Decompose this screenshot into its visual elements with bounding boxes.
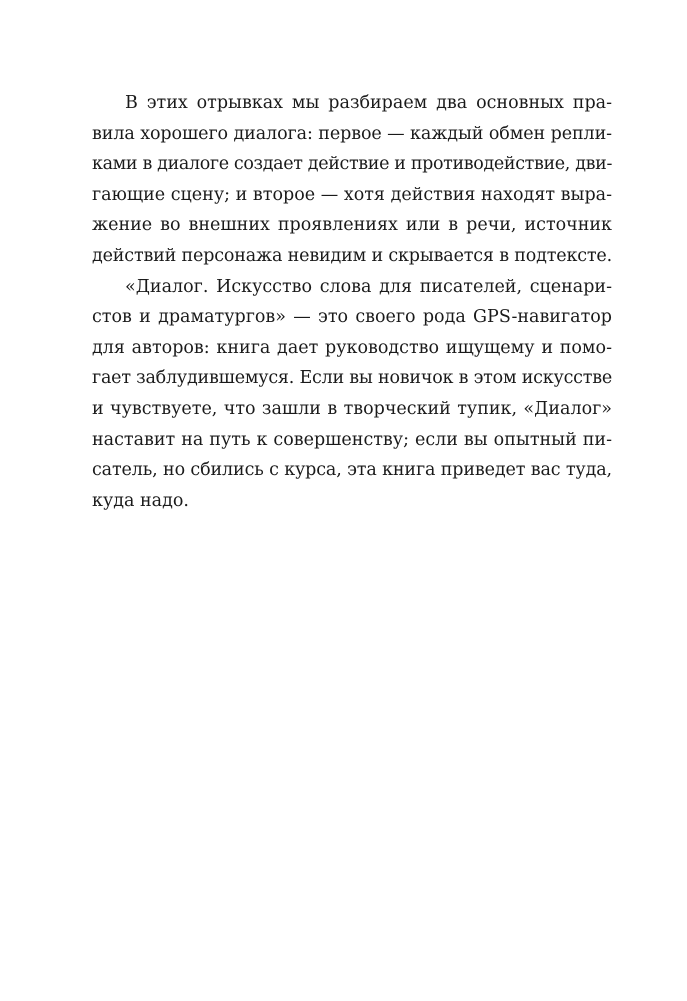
- body-text: [92, 88, 612, 516]
- paragraph-line: для авторов: книга дает руководство ищущему и помо-: [92, 337, 612, 358]
- paragraph-line: жение во внешних проявлениях или в речи, источник: [92, 215, 612, 236]
- paragraph-line: сатель, но сбились с курса, эта книга приведет вас туда,: [92, 460, 612, 481]
- paragraph-line: гает заблудившемуся. Если вы новичок в этом искусстве: [92, 368, 612, 389]
- paragraph-line: куда надо.: [92, 490, 189, 511]
- paragraph-line: ками в диалоге создает действие и противодействие, дви-: [92, 154, 612, 175]
- paragraph-line: гающие сцену; и второе — хотя действия находят выра-: [92, 184, 612, 205]
- paragraph-line: В этих отрывках мы разбираем два основных пра-: [125, 93, 612, 113]
- paragraph-line: действий персонажа невидим и скрывается в подтексте.: [92, 245, 612, 266]
- paragraph-1: [92, 88, 612, 272]
- paragraph-line: стов и драматургов» — это своего рода GPS-навигатор: [92, 307, 612, 328]
- paragraph-line: наставит на путь к совершенству; если вы опытный пи-: [92, 429, 612, 450]
- paragraph-2: [92, 272, 612, 517]
- paragraph-line: и чувствуете, что зашли в творческий тупик, «Диалог»: [92, 398, 612, 419]
- paragraph-line: «Диалог. Искусство слова для писателей, сценари-: [125, 276, 612, 297]
- paragraph-line: вила хорошего диалога: первое — каждый обмен репли-: [92, 123, 612, 144]
